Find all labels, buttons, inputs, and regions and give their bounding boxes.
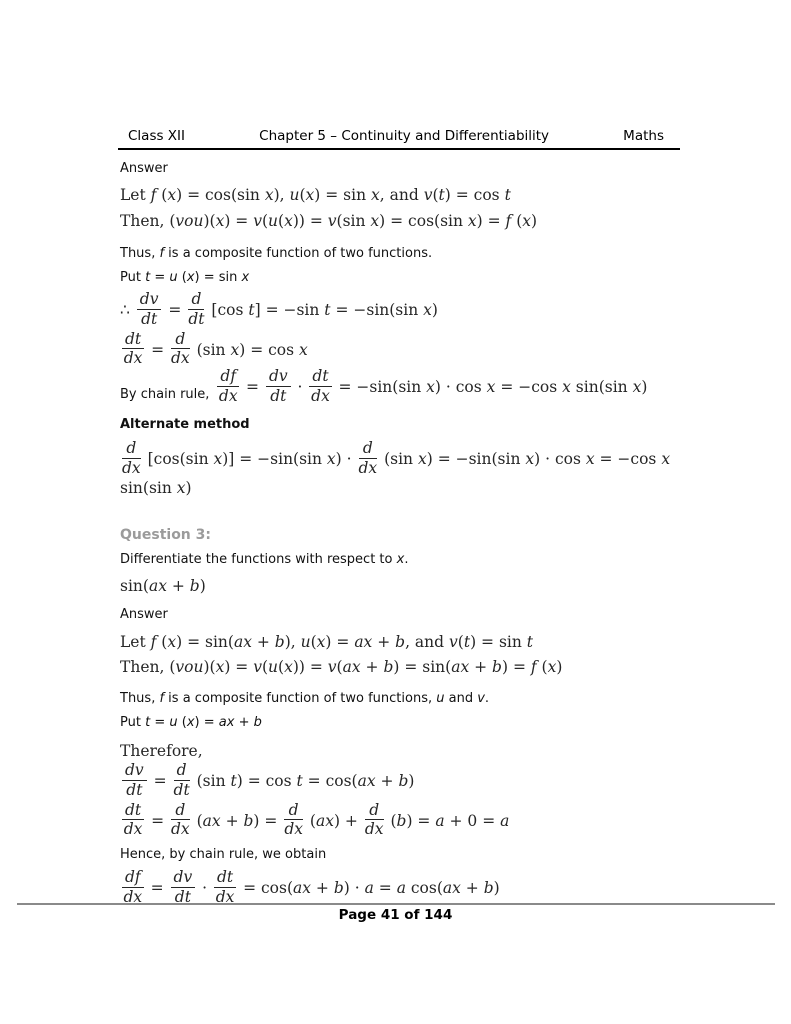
header-subject-label: Maths bbox=[623, 128, 664, 144]
formula-let-definitions-q3: Let f (x) = sin(ax + b), u(x) = ax + b, and v(t) = sin t bbox=[120, 632, 534, 651]
question-3-expression: sin(ax + b) bbox=[120, 576, 206, 595]
formula-chain-rule: $\frac{df}{dx}$ = $\frac{dv}{dt}$ · $\frac{dt}{dx}$ = −sin(sin x) · cos x = −cos x sin(sin x) bbox=[218, 367, 648, 405]
formula-dt-dx: $\frac{dt}{dx}$ = $\frac{d}{dx}$ (sin x) = cos x bbox=[123, 329, 308, 368]
formula-dv-dt-q3: $\frac{dv}{dt}$ = $\frac{d}{dt}$ (sin t) = cos t = cos(ax + b) bbox=[120, 764, 680, 800]
header-chapter-title: Chapter 5 – Continuity and Differentiability bbox=[259, 128, 550, 144]
footer-divider bbox=[17, 903, 775, 905]
text-put-substitution: Put t = u (x) = sin x bbox=[120, 269, 250, 285]
text-put-substitution-q3: Put t = u (x) = ax + b bbox=[120, 715, 262, 731]
answer-label-q3: Answer bbox=[120, 607, 168, 623]
question-3-heading: Question 3: bbox=[120, 526, 211, 543]
formula-chain-rule-q3: $\frac{df}{dx}$ = $\frac{dv}{dt}$ · $\frac{dt}{dx}$ = cos(ax + b) · a = a cos(ax + b) bbox=[123, 868, 500, 907]
header-class-label: Class XII bbox=[128, 128, 186, 144]
formula-composition: Then, (vou)(x) = v(u(x)) = v(sin x) = cos(sin x) = f (x) bbox=[120, 211, 538, 230]
page-header bbox=[118, 128, 680, 150]
text-therefore: Therefore, bbox=[120, 741, 203, 760]
alternate-method-heading: Alternate method bbox=[120, 416, 250, 432]
chain-rule-row bbox=[120, 367, 680, 406]
question-3-prompt: Differentiate the functions with respect to x. bbox=[120, 552, 409, 568]
text-by-chain-rule: By chain rule, bbox=[120, 387, 210, 403]
page-number-label: Page 41 of 144 bbox=[338, 907, 453, 923]
page-content bbox=[120, 161, 680, 908]
answer-label: Answer bbox=[120, 161, 168, 176]
formula-composition-q3: Then, (vou)(x) = v(u(x)) = v(ax + b) = sin(ax + b) = f (x) bbox=[120, 658, 563, 677]
formula-alternate-method: $\frac{d}{dx}$ [cos(sin x)] = −sin(sin x) · $\frac{d}{dx}$ (sin x) = −sin(sin x) · cos x = −cos x sin(sin x) bbox=[120, 438, 671, 498]
formula-let-definitions: Let f (x) = cos(sin x), u(x) = sin x, and v(t) = cos t bbox=[120, 186, 511, 205]
text-thus-composite-q3: Thus, f is a composite function of two functions, u and v. bbox=[120, 691, 490, 706]
formula-dt-dx-q3: $\frac{dt}{dx}$ = $\frac{d}{dx}$ (ax + b) = $\frac{d}{dx}$ (ax) + $\frac{d}{dx}$ (b) = a + 0 = a bbox=[123, 800, 510, 839]
formula-dv-dt: ∴ $\frac{dv}{dt}$ = $\frac{d}{dt}$ [cos t] = −sin t = −sin(sin x) bbox=[120, 290, 438, 328]
text-hence-chain-rule: Hence, by chain rule, we obtain bbox=[120, 847, 327, 863]
text-thus-composite: Thus, f is a composite function of two functions. bbox=[120, 245, 433, 261]
